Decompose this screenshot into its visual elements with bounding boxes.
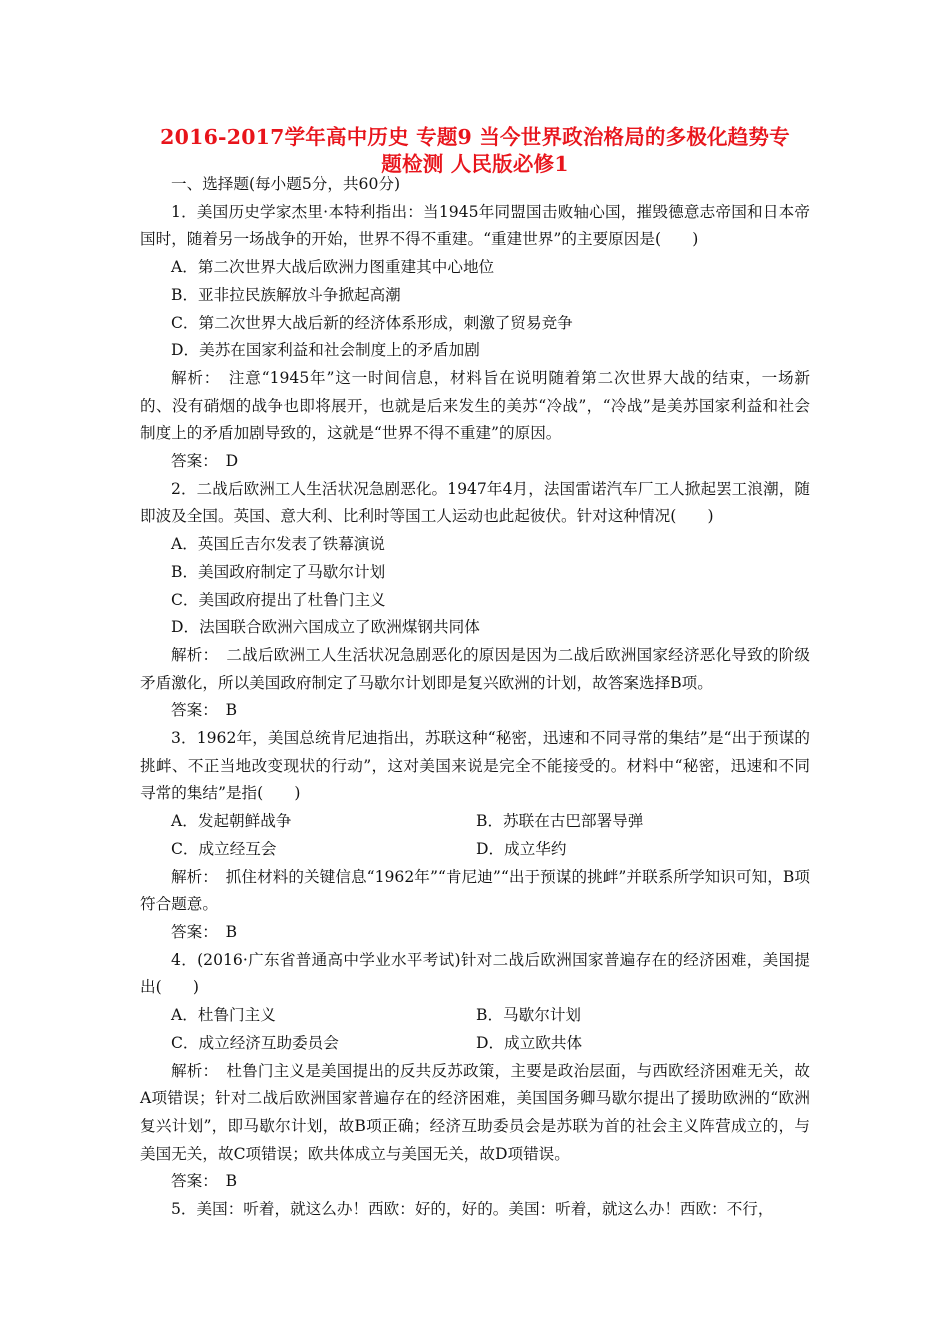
document-title [130, 124, 820, 178]
answer: 答案： B [171, 1172, 238, 1191]
option-d: D．美苏在国家利益和社会制度上的矛盾加剧 [171, 341, 480, 360]
option-a: A．发起朝鲜战争 [171, 812, 292, 831]
options-row [140, 808, 810, 836]
option-b: B．美国政府制定了马歇尔计划 [171, 562, 386, 581]
options-row [140, 836, 810, 864]
question-1 [140, 199, 810, 476]
section-heading: 一、选择题(每小题5分，共60分) [171, 175, 401, 193]
answer: 答案： B [171, 701, 238, 720]
question-stem: 3．1962年，美国总统肯尼迪指出，苏联这种“秘密，迅速和不同寻常的集结”是“出于预谋的挑衅、不正当地改变现状的行动”，这对美国来说是完全不能接受的。材料中“秘密，迅速和不同寻常的集结”是指( ) [140, 729, 810, 803]
question-2 [140, 476, 810, 725]
option-b: B．马歇尔计划 [476, 1006, 582, 1025]
analysis: 解析： 二战后欧洲工人生活状况急剧恶化的原因是因为二战后欧洲国家经济恶化导致的阶级矛盾激化，所以美国政府制定了马歇尔计划即是复兴欧洲的计划，故答案选择B项。 [140, 645, 810, 692]
question-5 [140, 1196, 810, 1224]
option-d: D．成立华约 [476, 839, 567, 858]
question-stem: 1．美国历史学家杰里·本特利指出：当1945年同盟国击败轴心国，摧毁德意志帝国和日本帝国时，随着另一场战争的开始，世界不得不重建。“重建世界”的主要原因是( ) [140, 202, 810, 249]
question-4 [140, 947, 810, 1196]
answer: 答案： B [171, 922, 238, 941]
analysis: 解析： 抓住材料的关键信息“1962年”“肯尼迪”“出于预谋的挑衅”并联系所学知识可知，B项符合题意。 [140, 867, 810, 914]
option-a: A．英国丘吉尔发表了铁幕演说 [171, 535, 385, 554]
option-b: B．亚非拉民族解放斗争掀起高潮 [171, 285, 401, 304]
question-stem: 5．美国：听着，就这么办！西欧：好的，好的。美国：听着，就这么办！西欧：不行， [171, 1200, 774, 1219]
question-stem: 2．二战后欧洲工人生活状况急剧恶化。1947年4月，法国雷诺汽车厂工人掀起罢工浪潮，随即波及全国。英国、意大利、比利时等国工人运动也此起彼伏。针对这种情况( ) [140, 479, 810, 526]
analysis: 解析： 杜鲁门主义是美国提出的反共反苏政策，主要是政治层面，与西欧经济困难无关，故A项错误；针对二战后欧洲国家普遍存在的经济困难，美国国务卿马歇尔提出了援助欧洲的“欧洲复兴计划”，即马歇尔计划，故B项正确；经济互助委员会是苏联为首的社会主义阵营成立的，与美国无关，故C项错误；欧共体成立与美国无关，故D项错误。 [140, 1061, 810, 1163]
option-c: C．第二次世界大战后新的经济体系形成，刺激了贸易竞争 [171, 313, 573, 332]
title-line-1: 2016-2017学年高中历史 专题9 当今世界政治格局的多极化趋势专 [160, 125, 790, 149]
option-d: D．成立欧共体 [476, 1033, 583, 1052]
option-d: D．法国联合欧洲六国成立了欧洲煤钢共同体 [171, 618, 480, 637]
option-c: C．成立经互会 [171, 839, 277, 858]
option-c: C．成立经济互助委员会 [171, 1033, 339, 1052]
options-row [140, 1002, 810, 1030]
option-c: C．美国政府提出了杜鲁门主义 [171, 590, 386, 609]
option-a: A．杜鲁门主义 [171, 1006, 276, 1025]
analysis: 解析： 注意“1945年”这一时间信息，材料旨在说明随着第二次世界大战的结束，一场新的、没有硝烟的战争也即将展开，也就是后来发生的美苏“冷战”，“冷战”是美苏国家利益和社会制度上的矛盾加剧导致的，这就是“世界不得不重建”的原因。 [140, 368, 810, 443]
option-a: A．第二次世界大战后欧洲力图重建其中心地位 [171, 258, 495, 277]
options-row [140, 1030, 810, 1058]
document-body [140, 171, 810, 1224]
question-3 [140, 725, 810, 947]
question-stem: 4．(2016·广东省普通高中学业水平考试)针对二战后欧洲国家普遍存在的经济困难，美国提出( ) [140, 950, 810, 997]
option-b: B．苏联在古巴部署导弹 [476, 812, 644, 831]
title-line-2: 题检测 人民版必修1 [381, 152, 569, 176]
answer: 答案： D [171, 452, 239, 471]
